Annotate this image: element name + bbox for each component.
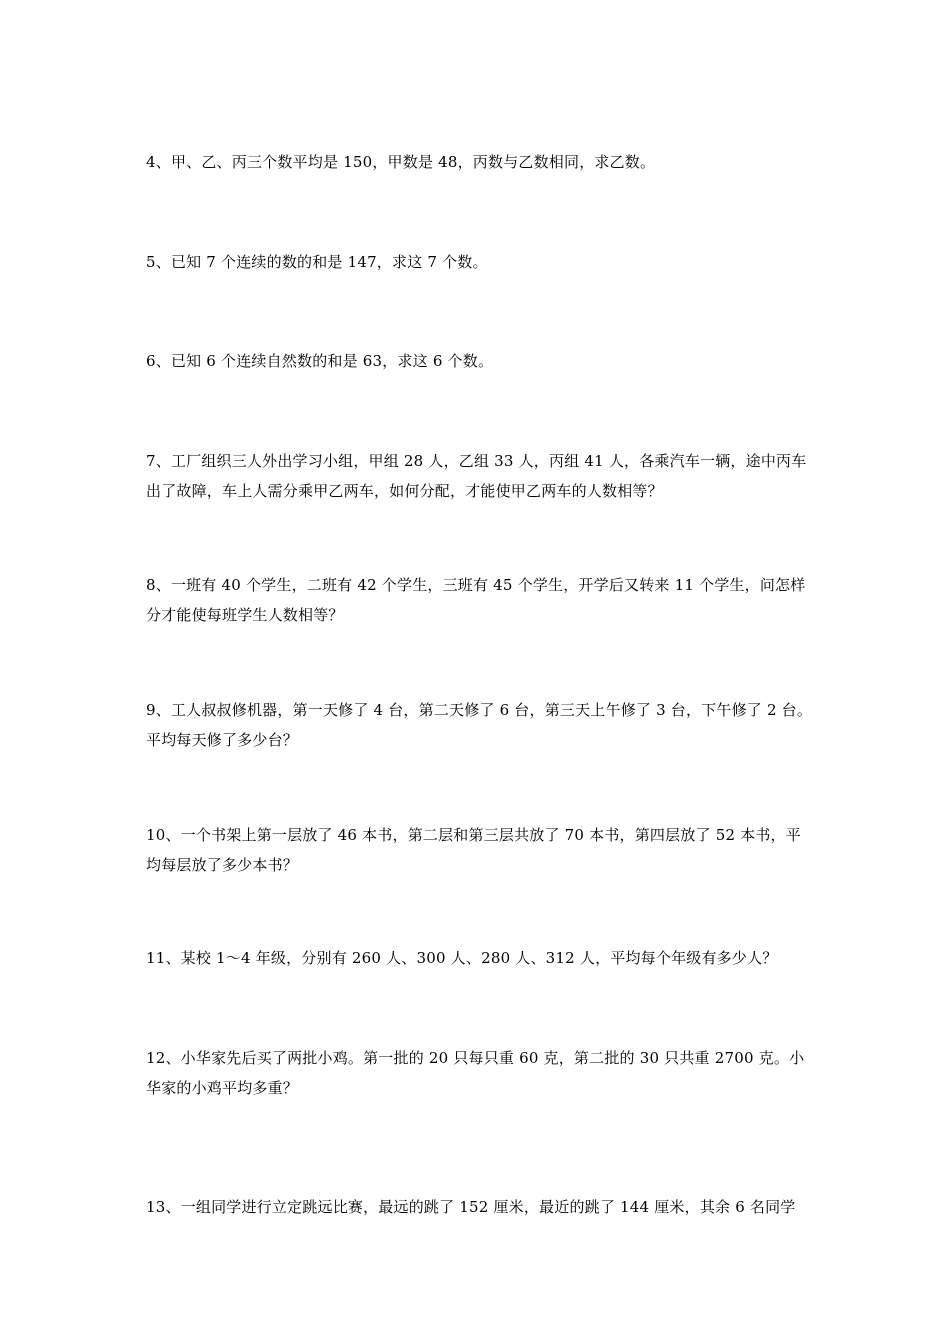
question-line: 10、一个书架上第一层放了 46 本书，第二层和第三层共放了 70 本书，第四层放了 52 本书，平 bbox=[146, 826, 801, 844]
question-11 bbox=[146, 943, 814, 973]
question-8 bbox=[146, 570, 814, 630]
question-5 bbox=[146, 247, 814, 277]
question-10 bbox=[146, 820, 814, 880]
question-6 bbox=[146, 346, 814, 376]
question-9 bbox=[146, 695, 814, 755]
question-line: 华家的小鸡平均多重？ bbox=[146, 1079, 299, 1097]
question-line: 8、一班有 40 个学生，二班有 42 个学生，三班有 45 个学生，开学后又转来 11 个学生，问怎样 bbox=[146, 576, 806, 594]
question-line: 13、一组同学进行立定跳远比赛，最远的跳了 152 厘米，最近的跳了 144 厘米，其余 6 名同学 bbox=[146, 1198, 796, 1216]
question-12 bbox=[146, 1043, 814, 1103]
question-line: 5、已知 7 个连续的数的和是 147，求这 7 个数。 bbox=[146, 253, 488, 271]
question-line: 4、甲、乙、丙三个数平均是 150，甲数是 48，丙数与乙数相同，求乙数。 bbox=[146, 153, 656, 171]
question-line: 分才能使每班学生人数相等？ bbox=[146, 606, 344, 624]
question-line: 平均每天修了多少台？ bbox=[146, 731, 299, 749]
question-line: 均每层放了多少本书？ bbox=[146, 856, 299, 874]
question-4 bbox=[146, 147, 814, 177]
question-7 bbox=[146, 446, 814, 506]
question-13 bbox=[146, 1192, 814, 1222]
question-line: 6、已知 6 个连续自然数的和是 63，求这 6 个数。 bbox=[146, 352, 494, 370]
question-line: 12、小华家先后买了两批小鸡。第一批的 20 只每只重 60 克，第二批的 30 只共重 2700 克。小 bbox=[146, 1049, 805, 1067]
question-line: 出了故障，车上人需分乘甲乙两车，如何分配，才能使甲乙两车的人数相等？ bbox=[146, 482, 663, 500]
question-line: 7、工厂组织三人外出学习小组，甲组 28 人，乙组 33 人，丙组 41 人，各乘汽车一辆，途中丙车 bbox=[146, 452, 807, 470]
question-line: 9、工人叔叔修机器，第一天修了 4 台，第二天修了 6 台，第三天上午修了 3 台，下午修了 2 台。 bbox=[146, 701, 813, 719]
question-line: 11、某校 1～4 年级，分别有 260 人、300 人、280 人、312 人，平均每个年级有多少人？ bbox=[146, 949, 778, 967]
